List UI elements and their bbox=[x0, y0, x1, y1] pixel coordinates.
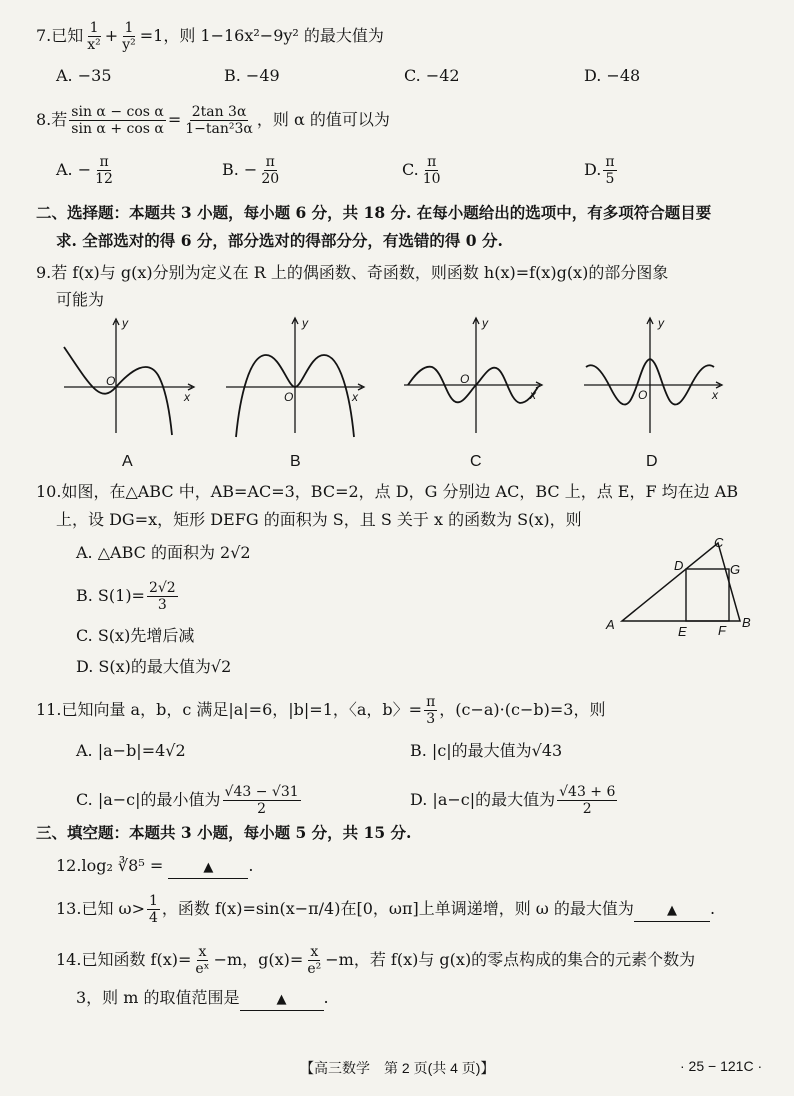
q7-option-d: D. −48 bbox=[584, 66, 641, 85]
q11-option-b: B. |c|的最大值为√43 bbox=[410, 741, 563, 760]
q9-graph-c-y-label: y bbox=[482, 316, 488, 330]
q9-graph-label-c: C bbox=[470, 453, 482, 470]
q8-option-b: B. − $\frac{\pi}{20}$ bbox=[222, 154, 280, 187]
q11-option-a: A. |a−b|=4√2 bbox=[76, 741, 186, 760]
q11-option-c: C. |a−c|的最小值为 $\frac{√43 - √31}{2}$ bbox=[76, 784, 299, 817]
q8-option-c: C. $\frac{\pi}{10}$ bbox=[402, 154, 441, 187]
q9-graph-label-b: B bbox=[290, 453, 301, 470]
q13-stem: 13.已知 ω> $\frac{1}{4}$ ，函数 f(x)=sin(x−π/4)在[0，ωπ]上单调递增，则 ω 的最大值为 ▲ . bbox=[56, 893, 716, 926]
q9-graph-a bbox=[60, 315, 200, 440]
q10-point-d: D bbox=[674, 558, 684, 573]
q7-frac2: $\frac{1}{\text{y²}}$ bbox=[122, 20, 136, 53]
q9-stem-line1: 9.若 f(x)与 g(x)分别为定义在 R 上的偶函数、奇函数，则函数 h(x)=f(x)g(x)的部分图象 bbox=[36, 263, 669, 282]
q9-graph-d-y-label: y bbox=[658, 316, 664, 330]
q7-option-c: C. −42 bbox=[404, 66, 460, 85]
q12-answer-blank[interactable]: ▲ bbox=[168, 858, 248, 879]
q9-graph-a-x-label: x bbox=[184, 390, 190, 404]
q9-graph-d-origin: O bbox=[638, 388, 648, 402]
q10-point-c: C bbox=[714, 535, 724, 550]
q10-option-a: A. △ABC 的面积为 2√2 bbox=[76, 543, 251, 562]
q14-stem-line2: 3，则 m 的取值范围是 ▲ . bbox=[76, 988, 329, 1011]
q11-stem: 11.已知向量 a，b，c 满足|a|=6，|b|=1，〈a，b〉= $\frac{\pi}{3}$ ，(c−a)·(c−b)=3，则 bbox=[36, 694, 606, 727]
q7-stem: 7.已知 $\frac{1}{\text{x²}}$ + $\frac{1}{\text{y²}}$ =1，则 1−16x²−9y² 的最大值为 bbox=[36, 20, 384, 53]
q10-point-f: F bbox=[718, 623, 726, 638]
footer-page-info: 【高三数学 第 2 页(共 4 页)】 bbox=[300, 1060, 495, 1076]
q9-graph-a-y-label: y bbox=[122, 316, 128, 330]
q12-stem: 12.log₂ ∛8⁵ = ▲ . bbox=[56, 856, 253, 879]
q9-graph-label-a: A bbox=[122, 453, 133, 470]
section2-heading-line2: 求. 全部选对的得 6 分，部分选对的得部分分，有选错的得 0 分. bbox=[56, 231, 503, 250]
section3-heading: 三、填空题：本题共 3 小题，每小题 5 分，共 15 分. bbox=[36, 823, 412, 842]
section2-heading-line1: 二、选择题：本题共 3 小题，每小题 6 分，共 18 分. 在每小题给出的选项中，有多项符合题目要 bbox=[36, 203, 712, 222]
q10-point-b: B bbox=[742, 615, 751, 630]
q11-option-d: D. |a−c|的最大值为 $\frac{√43 + 6}{2}$ bbox=[410, 784, 616, 817]
q14-answer-blank[interactable]: ▲ bbox=[240, 990, 324, 1011]
q9-graph-b-origin: O bbox=[284, 390, 294, 404]
q8-option-d: D. $\frac{\pi}{5}$ bbox=[584, 154, 615, 187]
q14-stem-line1: 14.已知函数 f(x)= $\frac{x}{\text{eˣ}}$ −m，g(x)= $\frac{x}{\text{e²}}$ −m，若 f(x)与 g(x)的零点构成的集合的元素个数为 bbox=[56, 944, 696, 977]
q9-graph-b-y-label: y bbox=[302, 316, 308, 330]
q9-graph-b bbox=[222, 315, 367, 440]
q9-stem-line2: 可能为 bbox=[56, 290, 105, 309]
q10-option-b: B. S(1)= $\frac{2√2}{3}$ bbox=[76, 580, 176, 613]
q8-stem: 8.若 $\frac{\text{sin α − cos α}}{\text{sin α + cos α}}$ = $\frac{2\tan 3\alpha}{\text{1−tan²3α}}$ ，则 α 的值可以为 bbox=[36, 104, 390, 137]
footer-exam-code: · 25 − 121C · bbox=[680, 1058, 763, 1074]
q10-point-g: G bbox=[730, 562, 741, 577]
q10-stem-line1: 10.如图，在△ABC 中，AB=AC=3，BC=2，点 D，G 分别边 AC，BC 上，点 E，F 均在边 AB bbox=[36, 482, 739, 501]
q9-graph-a-origin: O bbox=[106, 374, 116, 388]
q10-stem-line2: 上，设 DG=x，矩形 DEFG 的面积为 S，且 S 关于 x 的函数为 S(x)，则 bbox=[56, 510, 582, 529]
q9-graph-b-x-label: x bbox=[352, 390, 358, 404]
q9-graph-d-x-label: x bbox=[712, 388, 718, 402]
q13-answer-blank[interactable]: ▲ bbox=[634, 901, 710, 922]
q9-graph-label-d: D bbox=[646, 453, 658, 470]
q9-graph-d bbox=[580, 315, 725, 440]
q10-point-e: E bbox=[678, 624, 687, 639]
q7-option-a: A. −35 bbox=[56, 66, 112, 85]
q10-point-a: A bbox=[606, 617, 615, 632]
q9-graph-c-x-label: x bbox=[530, 388, 536, 402]
q7-option-b: B. −49 bbox=[224, 66, 280, 85]
q9-graph-c-origin: O bbox=[460, 372, 470, 386]
q10-option-c: C. S(x)先增后减 bbox=[76, 626, 195, 645]
q10-option-d: D. S(x)的最大值为√2 bbox=[76, 657, 232, 676]
q9-graph-c bbox=[400, 315, 545, 440]
q8-option-a: A. − $\frac{\pi}{12}$ bbox=[56, 154, 113, 187]
q7-frac1: $\frac{1}{\text{x²}}$ bbox=[87, 20, 101, 53]
